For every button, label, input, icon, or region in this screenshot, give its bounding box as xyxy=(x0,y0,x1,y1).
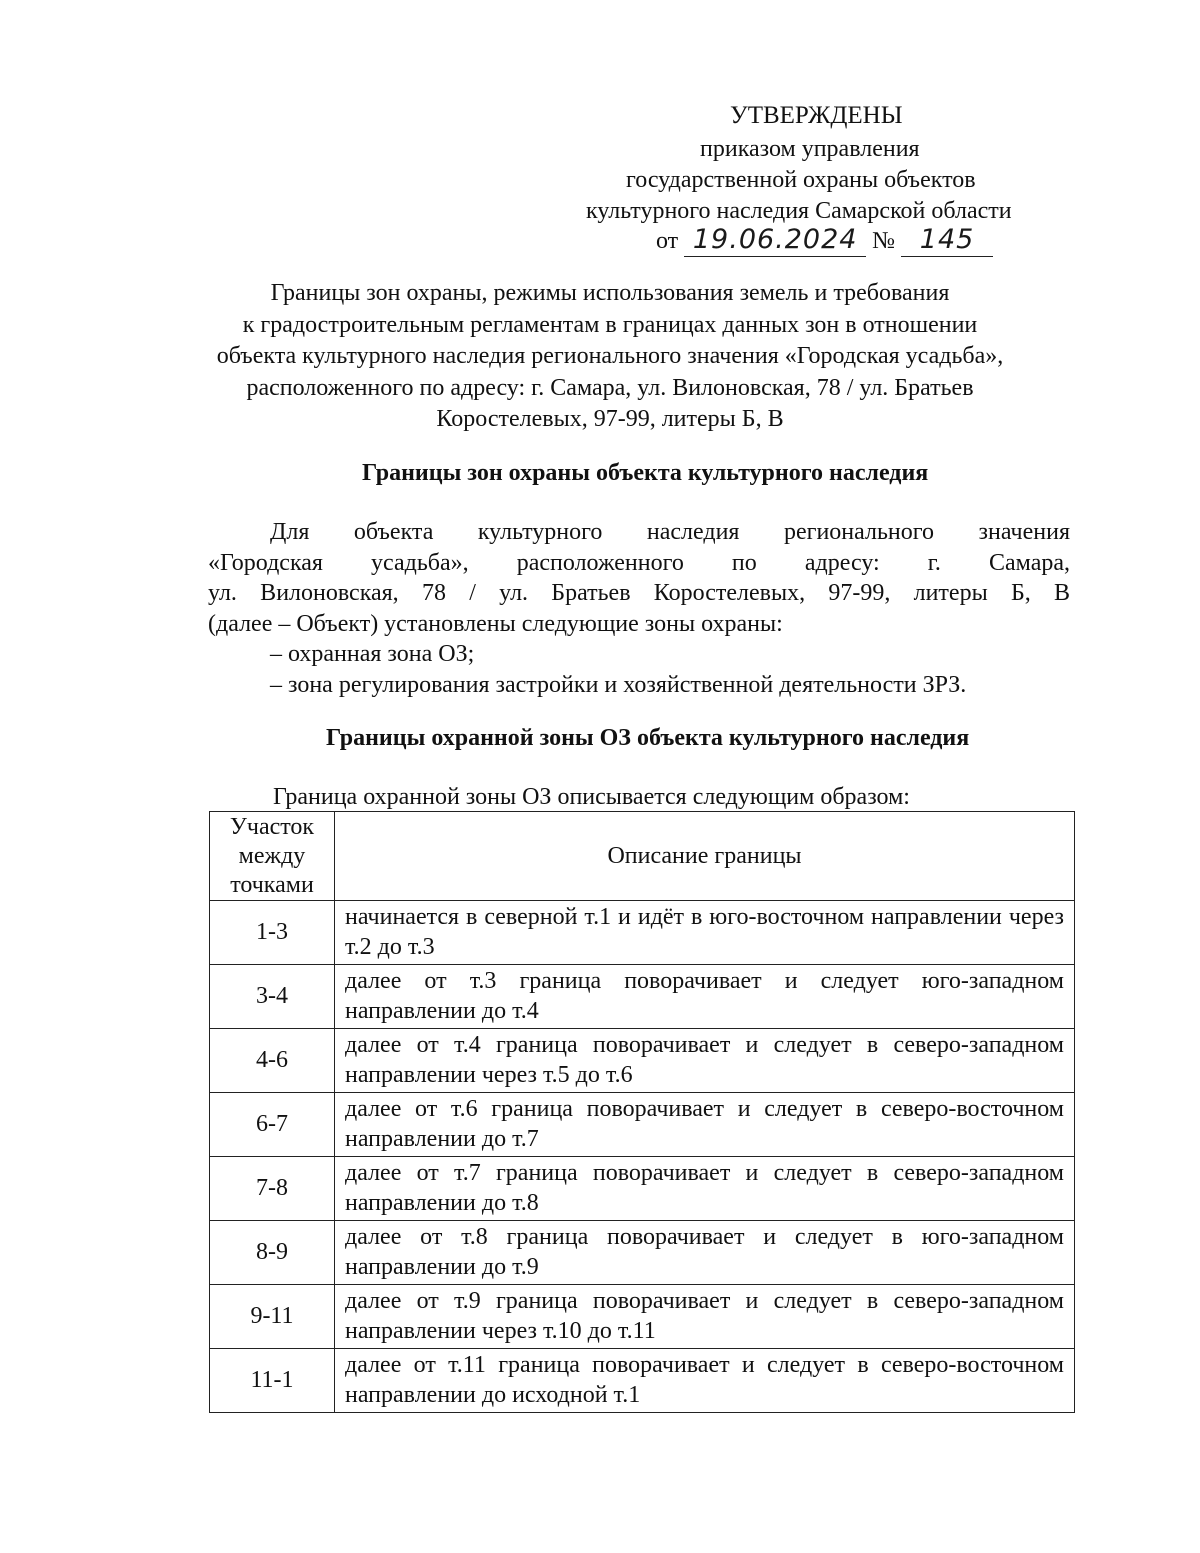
segment-cell: 3-4 xyxy=(210,965,335,1029)
segment-cell: 8-9 xyxy=(210,1221,335,1285)
table-row xyxy=(210,1029,1075,1093)
order-number: 145 xyxy=(901,224,993,257)
paragraph-line: «Городская усадьба», расположенного по адресу: г. Самара, xyxy=(208,549,1070,576)
segment-cell: 11-1 xyxy=(210,1349,335,1413)
approval-line: государственной охраны объектов xyxy=(626,167,976,193)
segment-cell: 6-7 xyxy=(210,1093,335,1157)
table-header-row xyxy=(210,812,1075,901)
table-intro: Граница охранной зоны ОЗ описывается следующим образом: xyxy=(273,784,910,810)
approval-date-line xyxy=(656,224,993,257)
description-cell: далее от т.9 граница поворачивает и следует в северо-западном направлении через т.10 до т.11 xyxy=(335,1285,1075,1349)
table-row xyxy=(210,901,1075,965)
table-row xyxy=(210,1093,1075,1157)
document-title-line: Коростелевых, 97-99, литеры Б, В xyxy=(436,406,784,432)
document-title xyxy=(180,278,1040,436)
approval-line: культурного наследия Самарской области xyxy=(586,198,1012,224)
description-cell: начинается в северной т.1 и идёт в юго-восточном направлении через т.2 до т.3 xyxy=(335,901,1075,965)
description-cell: далее от т.7 граница поворачивает и следует в северо-западном направлении до т.8 xyxy=(335,1157,1075,1221)
document-title-line: к градостроительным регламентам в границах данных зон в отношении xyxy=(242,311,978,338)
description-cell: далее от т.8 граница поворачивает и следует в юго-западном направлении до т.9 xyxy=(335,1221,1075,1285)
approval-line: приказом управления xyxy=(700,136,920,162)
paragraph-line: (далее – Объект) установлены следующие зоны охраны: xyxy=(208,610,783,637)
section-heading-zones: Границы зон охраны объекта культурного наследия xyxy=(362,460,929,486)
segment-cell: 9-11 xyxy=(210,1285,335,1349)
segment-cell: 1-3 xyxy=(210,901,335,965)
zone-list-item: – охранная зона ОЗ; xyxy=(270,641,475,667)
document-title-line: Границы зон охраны, режимы использования земель и требования xyxy=(270,280,950,306)
zones-paragraph xyxy=(208,517,1070,700)
description-cell: далее от т.6 граница поворачивает и следует в северо-восточном направлении до т.7 xyxy=(335,1093,1075,1157)
number-prefix: № xyxy=(872,228,896,254)
table-row xyxy=(210,1285,1075,1349)
description-cell: далее от т.11 граница поворачивает и следует в северо-восточном направлении до исходной т.1 xyxy=(335,1349,1075,1413)
order-date: 19.06.2024 xyxy=(684,224,866,257)
table-row xyxy=(210,1157,1075,1221)
date-prefix: от xyxy=(656,228,679,254)
segment-cell: 4-6 xyxy=(210,1029,335,1093)
paragraph-line: ул. Вилоновская, 78 / ул. Братьев Коростелевых, 97-99, литеры Б, В xyxy=(208,580,1070,606)
table-row xyxy=(210,965,1075,1029)
description-cell: далее от т.4 граница поворачивает и следует в северо-западном направлении через т.5 до т.6 xyxy=(335,1029,1075,1093)
table-row xyxy=(210,1221,1075,1285)
description-cell: далее от т.3 граница поворачивает и следует юго-западном направлении до т.4 xyxy=(335,965,1075,1029)
zone-list-item: – зона регулирования застройки и хозяйственной деятельности ЗРЗ. xyxy=(270,671,967,698)
column-header-description: Описание границы xyxy=(335,812,1075,901)
document-title-line: объекта культурного наследия регионального значения «Городская усадьба», xyxy=(216,343,1004,369)
table-row xyxy=(210,1349,1075,1413)
paragraph-line: Для объекта культурного наследия регионального значения xyxy=(270,519,1070,545)
approval-title: УТВЕРЖДЕНЫ xyxy=(730,102,903,129)
column-header-segment: Участок между точками xyxy=(210,812,335,901)
section-heading-oz: Границы охранной зоны ОЗ объекта культурного наследия xyxy=(326,725,970,751)
segment-cell: 7-8 xyxy=(210,1157,335,1221)
boundary-table xyxy=(209,811,1075,1413)
document-title-line: расположенного по адресу: г. Самара, ул. Вилоновская, 78 / ул. Братьев xyxy=(246,374,974,401)
